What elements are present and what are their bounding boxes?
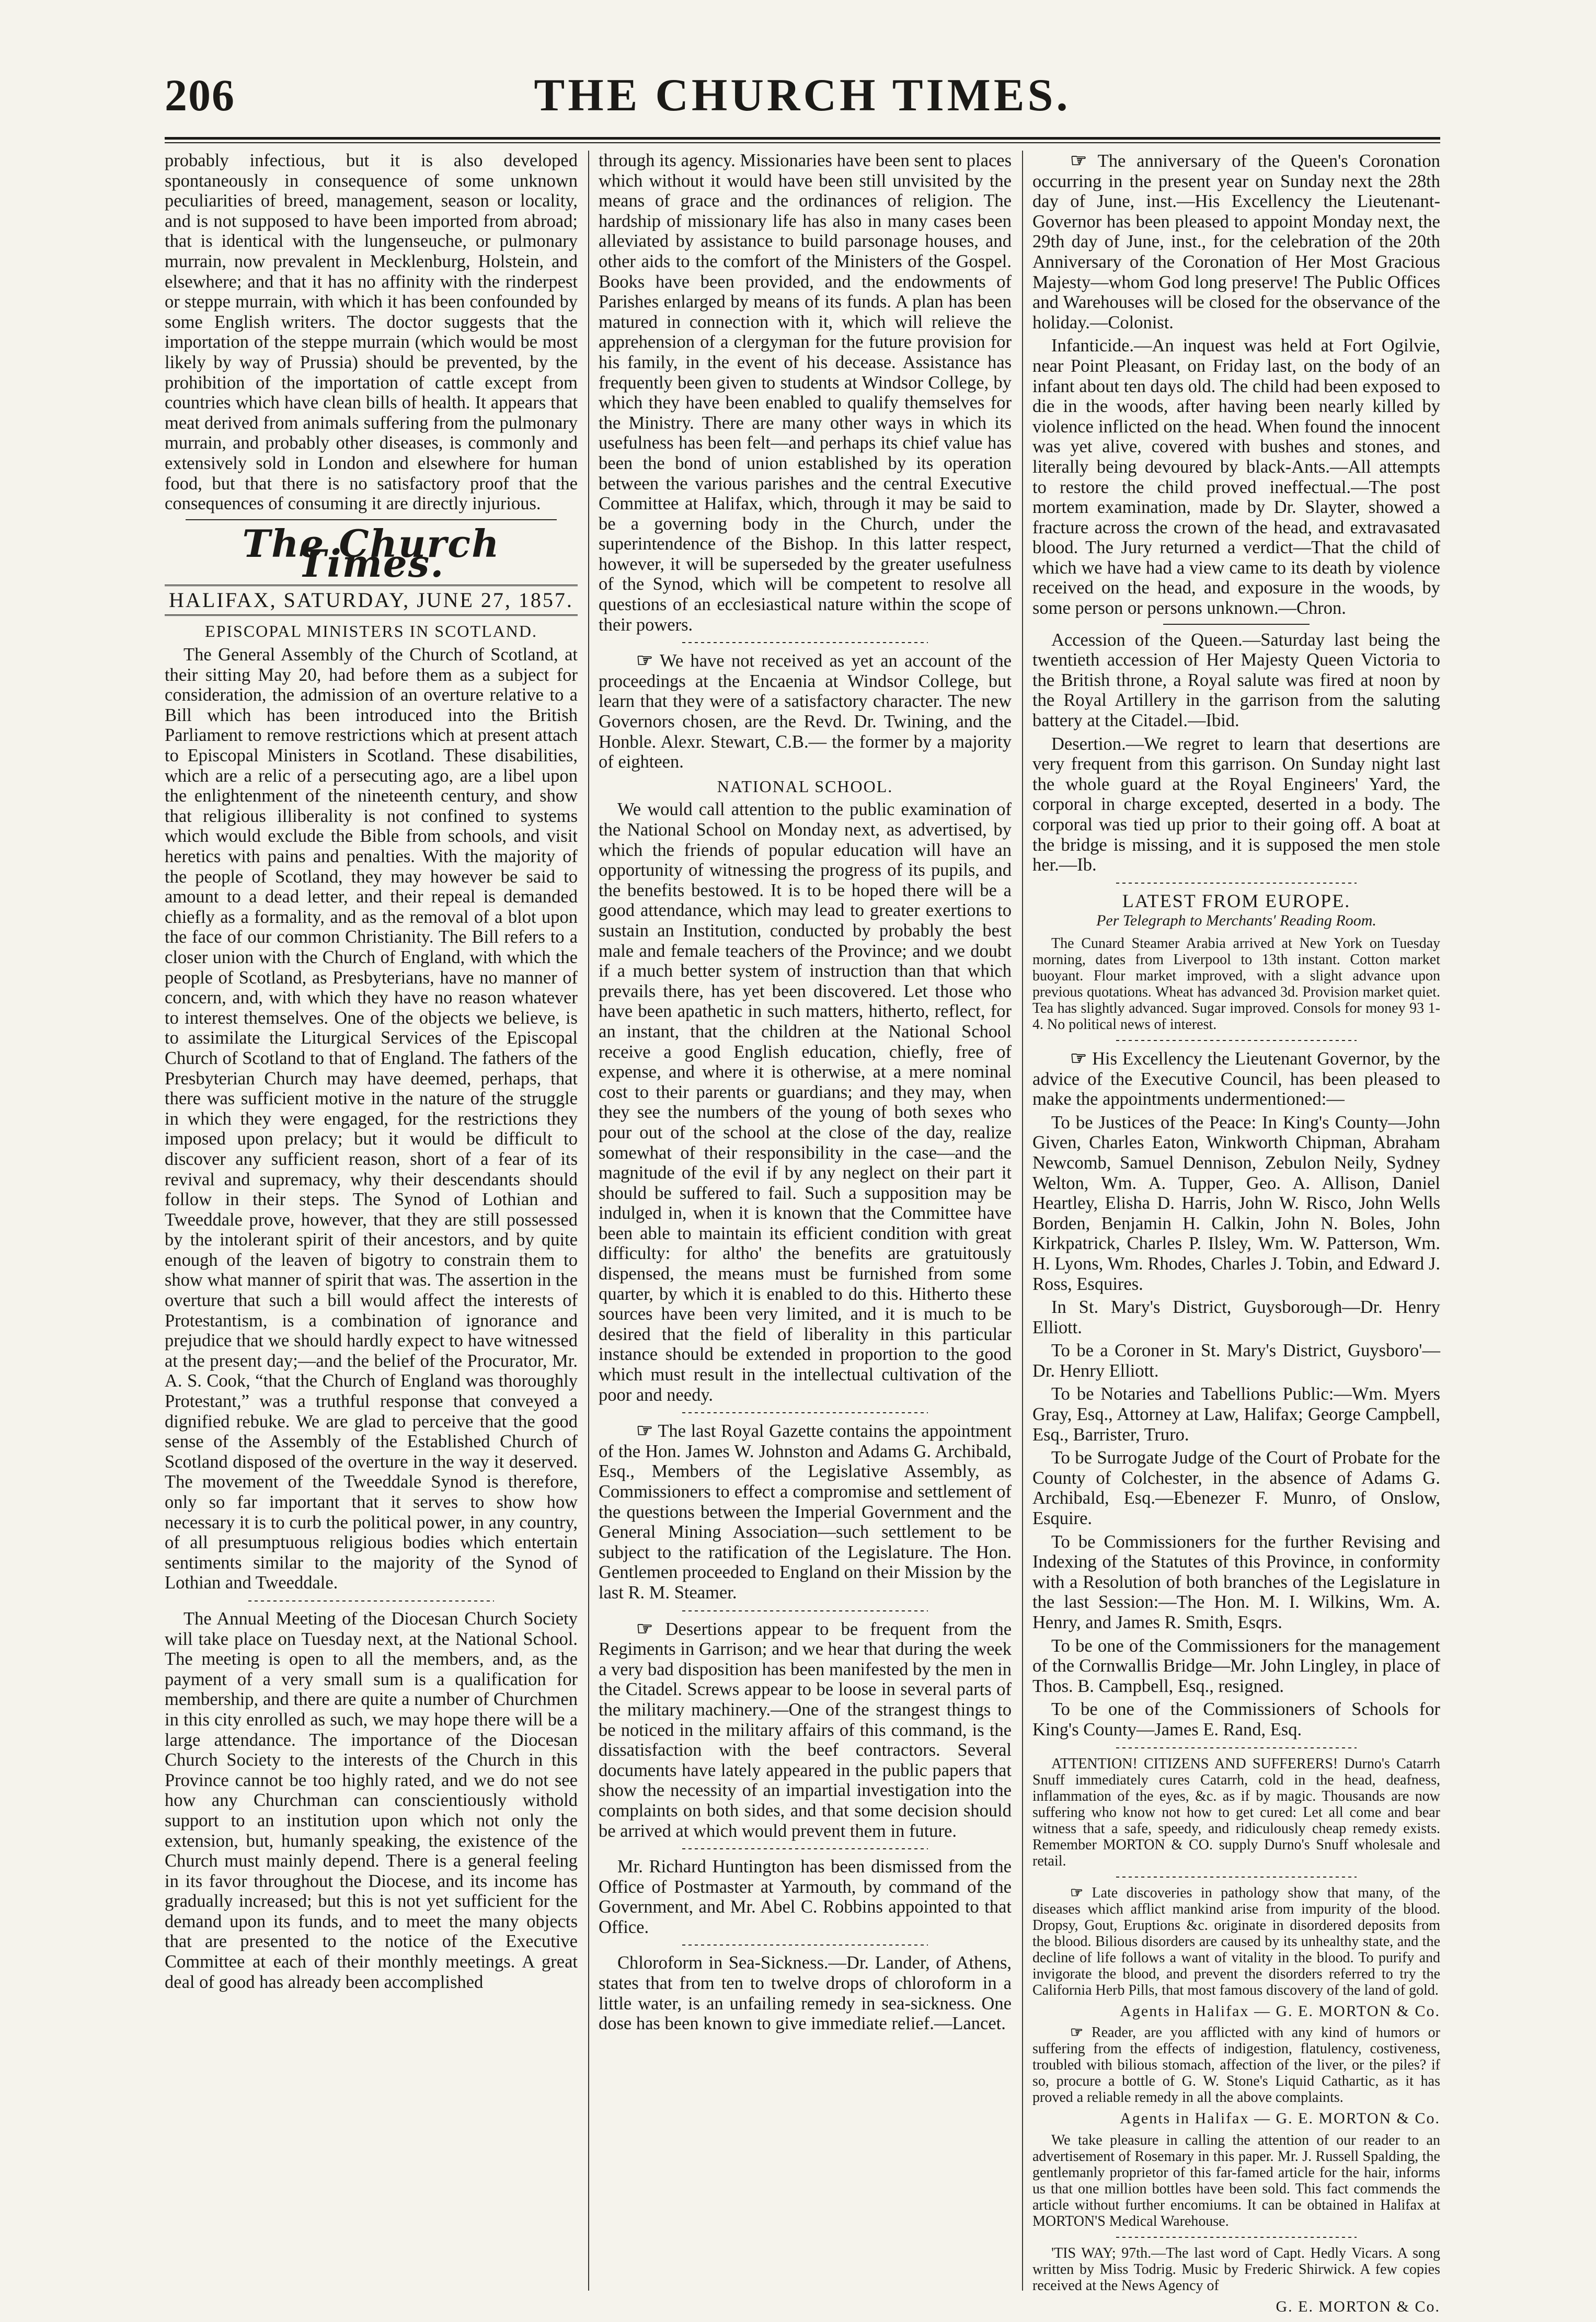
pointing-hand-icon: ☞: [1070, 1047, 1087, 1069]
column-1: [165, 151, 578, 2291]
article-paragraph: The Annual Meeting of the Diocesan Church Society will take place on Tuesday next, at the National School. The meeting is open to all the members, and, as the payment of a very small sum is a qualification for membership, and there are quite a number of Churchmen in this city enrolled as such, we may hope there will be a large attendance. The importance of the Diocesan Church Society to the interests of the Church in this Province cannot be too highly rated, and we do not see how any Churchman can conscientiously withold support to an institution upon which not only the extension, but, humanly speaking, the existence of the Church must mainly depend. There is a general feeling in its favor throughout the Diocese, and its income has gradually increased; but this is not yet sufficient for the demand upon its funds, and to meet the many objects that are presented to the notice of the Executive Committee at each of their monthly meetings. A great deal of good has already been accomplished: [165, 1608, 578, 1992]
divider: [1163, 624, 1310, 625]
pointing-hand-icon: ☞: [1070, 1884, 1084, 1901]
article-paragraph: To be a Coroner in St. Mary's District, Guysboro'—Dr. Henry Elliott.: [1032, 1341, 1440, 1381]
pointing-hand-icon: ☞: [636, 650, 653, 671]
pointing-hand-icon: ☞: [1070, 2024, 1084, 2041]
divider: [1116, 1745, 1357, 1751]
column-divider: [1022, 151, 1023, 2291]
article-paragraph: In St. Mary's District, Guysborough—Dr. Henry Elliott.: [1032, 1297, 1440, 1337]
divider: [682, 1846, 928, 1851]
article-paragraph: Chloroform in Sea-Sickness.—Dr. Lander, of Athens, states that from ten to twelve drops of chloroform in a little water, is an unfailing remedy in sea-sickness. One dose has been known to give immediate relief.—Lancet.: [599, 1953, 1012, 2034]
advertisement: 'TIS WAY; 97th.—The last word of Capt. Hedly Vicars. A song written by Miss Todrig. Music by Frederic Shirwick. A few copies received at the News Agency of: [1032, 2245, 1440, 2294]
column-3: [1032, 150, 1441, 2315]
pointing-hand-icon: ☞: [636, 1618, 653, 1639]
advertiser-signature: Agents in Halifax — G. E. MORTON & Co.: [1120, 2110, 1440, 2127]
masthead-rule: [165, 137, 1440, 140]
nameplate: The Church Times.: [242, 521, 500, 586]
article-paragraph: To be Commissioners for the further Revising and Indexing of the Statutes of this Province, in conformity with a Resolution of both branches of the Legislature in the last Session:—The Hon. M. I. Wilkins, Wm. A. Henry, and James R. Smith, Esqrs.: [1032, 1531, 1440, 1632]
divider: [682, 1942, 928, 1948]
news-paragraph: The Cunard Steamer Arabia arrived at New York on Tuesday morning, dates from Liverpool to 13th instant. Cotton market buoyant. Flour market improved, with a slight advance upon previous quotations. Wheat has advanced 3d. Provision market quiet. Tea has slightly advanced. Sugar improved. Consols for money 93 1-4. No political news of interest.: [1032, 935, 1440, 1033]
column-divider: [588, 151, 589, 2291]
advertisement: We take pleasure in calling the attention of our reader to an advertisement of Rosemary in this paper. Mr. J. Russell Spalding, the gentlemanly proprietor of this far-famed article for the hair, informs us that one million bottles have been sold. This fact commends the article without further encomiums. It can be obtained in Halifax at MORTON'S Medical Warehouse.: [1032, 2132, 1440, 2229]
article-paragraph: To be Surrogate Judge of the Court of Probate for the County of Colchester, in the absence of Adams G. Archibald, Esq.—Ebenezer F. Munro, of Onslow, Esquire.: [1032, 1448, 1440, 1529]
article-paragraph: [599, 1421, 1012, 1603]
article-paragraph: To be one of the Commissioners for the management of the Cornwallis Bridge—Mr. John Lingley, in place of Thos. B. Campbell, Esq., resigned.: [1032, 1635, 1440, 1696]
article-text: His Excellency the Lieutenant Governor, by the advice of the Executive Council, has been pleased to make the appointments undermentioned:—: [1032, 1048, 1440, 1109]
advertiser-signature: G. E. MORTON & Co.: [1276, 2297, 1440, 2315]
pointing-hand-icon: ☞: [1070, 150, 1087, 171]
article-heading: NATIONAL SCHOOL.: [717, 776, 893, 796]
advertisement: [1032, 2024, 1440, 2106]
article-paragraph: probably infectious, but it is also developed spontaneously in consequence of some unknown peculiarities of breed, management, season or locality, and is not supposed to have been imported from abroad; that is identical with the lungenseuche, or pulmonary murrain, now prevalent in Mecklenburg, Holstein, and elsewhere; and that it has no affinity with the rinderpest or steppe murrain, with which it has been confounded by some English writers. The doctor suggests that the importation of the steppe murrain (which would be most likely by way of Prussia) should be prevented, by the prohibition of the importation of cattle except from countries which have clean bills of health. It appears that meat derived from animals suffering from the pulmonary murrain, and probably other diseases, is commonly and extensively sold in London and elsewhere for human food, but that there is no satisfactory proof that the consequences of consuming it are directly injurious.: [165, 151, 578, 514]
divider: [248, 1598, 494, 1604]
masthead-rule-thin: [165, 142, 1440, 143]
article-paragraph: To be one of the Commissioners of Schools for King's County—James E. Rand, Esq.: [1032, 1699, 1440, 1740]
article-paragraph: To be Notaries and Tabellions Public:—Wm. Myers Gray, Esq., Attorney at Law, Halifax; George Campbell, Esq., Barrister, Truro.: [1032, 1384, 1440, 1445]
dateline: HALIFAX, SATURDAY, JUNE 27, 1857.: [165, 585, 578, 616]
advertisement: ATTENTION! CITIZENS AND SUFFERERS! Durno's Catarrh Snuff immediately cures Catarrh, cold in the head, deafness, inflammation of the eyes, &c. as if by magic. Thousands are now suffering who know not how to get cured: Let all come and bear witness that a safe, speedy, and ridiculously cheap remedy exists. Remember MORTON & CO. supply Durno's Snuff wholesale and retail.: [1032, 1755, 1440, 1869]
divider: [682, 1410, 928, 1415]
advertisement-text: Late discoveries in pathology show that many, of the diseases which afflict mankind arise from impurity of the blood. Dropsy, Gout, Eruptions &c. originate in disordered deposits from the blood. Bilious disorders are caused by its unhealthy state, and the decline of life follows a want of vitality in the blood. To purify and invigorate the blood, and prevent the disorders referred to try the California Herb Pills, that most famous discovery of the land of gold.: [1032, 1884, 1441, 1998]
article-text: The last Royal Gazette contains the appointment of the Hon. James W. Johnston and Adams G. Archibald, Esq., Members of the Legislative Assembly, as Commissioners to effect a compromise and settlement of the questions between the Imperial Government and the General Mining Association—such settlement to be subject to the ratification of the Legislature. The Hon. Gentlemen proceeded to England on their Mission by the last R. M. Steamer.: [599, 1421, 1012, 1603]
advertiser-signature: Agents in Halifax — G. E. MORTON & Co.: [1120, 2002, 1440, 2020]
article-paragraph: [599, 650, 1012, 772]
divider: [682, 640, 928, 645]
divider: [1116, 2235, 1357, 2240]
article-paragraph: To be Justices of the Peace: In King's County—John Given, Charles Eaton, Winkworth Chipman, Abraham Newcomb, Samuel Dennison, Zebulon Neily, Sydney Welton, Wm. A. Tupper, Geo. A. Allison, Daniel Heartley, Elisha D. Harris, John W. Risco, John Wells Borden, Benjamin H. Calkin, John N. Boles, John Kirkpatrick, Charles P. Ilsley, Wm. W. Patterson, Wm. H. Lyons, Wm. Rhodes, Charles J. Tobin, and Edward J. Ross, Esquires.: [1032, 1112, 1440, 1294]
article-paragraph: Desertion.—We regret to learn that desertions are very frequent from this garrison. On Sunday night last the whole guard at the Royal Engineers' Yard, the corporal in charge excepted, deserted in a body. The corporal was tied up prior to their going off. A boat at the bridge is missing, and it is supposed the men stole her.—Ib.: [1032, 734, 1440, 875]
article-paragraph: Mr. Richard Huntington has been dismissed from the Office of Postmaster at Yarmouth, by command of the Government, and Mr. Abel C. Robbins appointed to that Office.: [599, 1857, 1012, 1937]
page-number: 206: [165, 70, 235, 120]
divider: [186, 519, 557, 520]
pointing-hand-icon: ☞: [636, 1420, 653, 1442]
article-text: Desertions appear to be frequent from the Regiments in Garrison; and we hear that during the week a very bad disposition has been manifested by the men in the Citadel. Screws appear to be loose in several parts of the military machinery.—One of the strangest things to be noticed in the military affairs of this command, is the dissatisfaction with the beef contractors. Several documents have lately appeared in the public papers that show the necessity of an impartial investigation into the complaints on both sides, and that some decision should be arrived at which would prevent them in future.: [599, 1619, 1012, 1841]
article-paragraph: [599, 1619, 1012, 1841]
article-paragraph: [1032, 1048, 1440, 1109]
column-2: [599, 151, 1012, 2291]
article-paragraph: [1032, 151, 1440, 333]
divider: [1116, 1874, 1357, 1880]
article-paragraph: Infanticide.—An inquest was held at Fort Ogilvie, near Point Pleasant, on Friday last, on the body of an infant about ten days old. The child had been exposed to die in the woods, after having been nearly killed by violence inflicted on the head. When found the innocent was yet alive, covered with bushes and stones, and literally being devoured by black-Ants.—All attempts to restore the child proved ineffectual.—The post mortem examination, made by Dr. Slayter, showed a fracture across the crown of the head, and extravasated blood. The Jury returned a verdict—That the child of which we have had a view came to its death by violence received on the head, and exposure in the woods, by some person or persons unknown.—Chron.: [1032, 336, 1440, 619]
article-heading: EPISCOPAL MINISTERS IN SCOTLAND.: [205, 622, 537, 641]
article-text: We have not received as yet an account of the proceedings at the Encaenia at Windsor College, but learn that they were of a satisfactory character. The new Governors chosen, are the Revd. Dr. Twining, and the Honble. Alexr. Stewart, C.B.— the former by a majority of eighteen.: [599, 651, 1012, 772]
section-heading: LATEST FROM EUROPE.: [1122, 890, 1351, 911]
advertisement: [1032, 1885, 1440, 1998]
section-subheading: Per Telegraph to Merchants' Reading Room.: [1096, 912, 1376, 930]
article-paragraph: The General Assembly of the Church of Scotland, at their sitting May 20, had before them as a subject for consideration, the admission of an overture relative to a Bill which has been introduced into the British Parliament to remove restrictions which at present attach to Episcopal Ministers in Scotland. These disabilities, which are a relic of a persecuting ago, are a libel upon the enlightenment of the nineteenth century, and show that religious illiberality is not confined to systems which would exclude the Bible from schools, and visit heretics with pains and penalties. With the majority of the people of Scotland, they may however be said to amount to a dead letter, and their repeal is demanded chiefly as a formality, and as the removal of a blot upon the face of our common Christianity. The Bill refers to a closer union with the Church of England, with which the people of Scotland, as Presbyterians, have no manner of concern, and, with which they have no reason whatever to interest themselves. One of the objects we believe, is to assimilate the Liturgical Services of the Episcopal Church of Scotland to that of England. The fathers of the Presbyterian Church may have deemed, perhaps, that there was sufficient motive in the nature of the struggle in which they were engaged, for the restrictions they imposed upon prelacy; but it would be difficult to discover any sufficient reason, short of a fear of its revival and supremacy, why their descendants should follow in their steps. The Synod of Lothian and Tweeddale prove, however, that they are still possessed by the intolerant spirit of their ancestors, and by quite enough of the leaven of bigotry to constrain them to show what manner of spirit that was. The assertion in the overture that such a bill would affect the interests of Protestantism, is a combination of ignorance and prejudice that we should hardly expect to have witnessed at the present day;—and the belief of the Procurator, Mr. A. S. Cook, “that the Church of England was thoroughly Protestant,” was a truthful response that conveyed a dignified rebuke. We are glad to perceive that the good sense of the Assembly of the Established Church of Scotland disposed of the overture in the way it deserved. The movement of the Tweeddale Synod is therefore, only so far important that it serves to show how necessary it is to curb the political power, in any country, of all presumptuous religious bodies which entertain sentiments similar to the majority of the Synod of Lothian and Tweeddale.: [165, 645, 578, 1593]
advertisement-text: Reader, are you afflicted with any kind of humors or suffering from the effects of indigestion, flatulency, costiveness, troubled with bilious stomach, affection of the liver, or the piles? if so, procure a bottle of G. W. Stone's Liquid Cathartic, as it has proved a reliable remedy in all the above complaints.: [1032, 2024, 1441, 2106]
article-paragraph: Accession of the Queen.—Saturday last being the twentieth accession of Her Majesty Queen Victoria to the British throne, a Royal salute was fired at noon by the Royal Artillery in the garrison from the saluting battery at the Citadel.—Ibid.: [1032, 630, 1440, 731]
article-paragraph: We would call attention to the public examination of the National School on Monday next, as advertised, by which the friends of popular education will have an opportunity of witnessing the progress of its pupils, and the benefits bestowed. It is to be hoped there will be a good attendance, which may lead to greater exertions to sustain an Institution, conducted by probably the best male and female teachers of the Province; and we doubt if a much better system of instruction than that which prevails there, has yet been discovered. Let those who have been apathetic in such matters, hitherto, reflect, for an instant, that the children at the National School receive a good English education, chiefly, free of expense, and where it is otherwise, at a mere nominal cost to their parents or guardians; and they may, when they see the numbers of the young of both sexes who pour out of the school at the close of the day, realize somewhat of their responsibility in the case—and the magnitude of the evil if by any neglect on their part it should be suffered to fail. Such a supposition may be indulged in, when it is known that the Committee have been able to maintain its efficient condition with great difficulty: for altho' the benefits are gratuitously dispensed, the means must be furnished from some quarter, by which it is enabled to do this. Hitherto these sources have been very limited, and it is much to be desired that the field of liberality in this particular instance should be extended in proportion to the good which must result in the intellectual cultivation of the poor and needy.: [599, 799, 1012, 1405]
divider: [1116, 880, 1357, 886]
masthead: [165, 69, 1440, 137]
divider: [1116, 1038, 1357, 1043]
article-paragraph: through its agency. Missionaries have been sent to places which without it would have been still unvisited by the means of grace and the ordinances of religion. The hardship of missionary life has also in many cases been alleviated by assistance to build parsonage houses, and other aids to the comfort of the Ministers of the Gospel. Books have been provided, and the endowments of Parishes enlarged by means of its funds. A plan has been matured in connection with it, which will relieve the apprehension of a clergyman for the future provision for his family, in the event of his decease. Assistance has frequently been given to students at Windsor College, by which they have been enabled to qualify themselves for the Ministry. There are many other ways in which its usefulness has been felt—and perhaps its chief value has been the bond of union established by its operation between the various parishes and the central Executive Committee at Halifax, which, through it may be said to be a governing body in the Church, under the superintendence of the Bishop. In this latter respect, however, it will be superseded by the greater usefulness of the Synod, which will be competent to resolve all questions of an ecclesiastical nature within the scope of their powers.: [599, 151, 1012, 635]
newspaper-title: THE CHURCH TIMES.: [534, 70, 1071, 121]
article-text: The anniversary of the Queen's Coronation occurring in the present year on Sunday next the 28th day of June, inst.—His Excellency the Lieutenant-Governor has been pleased to appoint Monday next, the 29th day of June, inst., for the celebration of the 20th Anniversary of the Coronation of Her Most Gracious Majesty—whom God long preserve! The Public Offices and Warehouses will be closed for the observance of the holiday.—Colonist.: [1032, 151, 1440, 333]
divider: [682, 1608, 928, 1614]
